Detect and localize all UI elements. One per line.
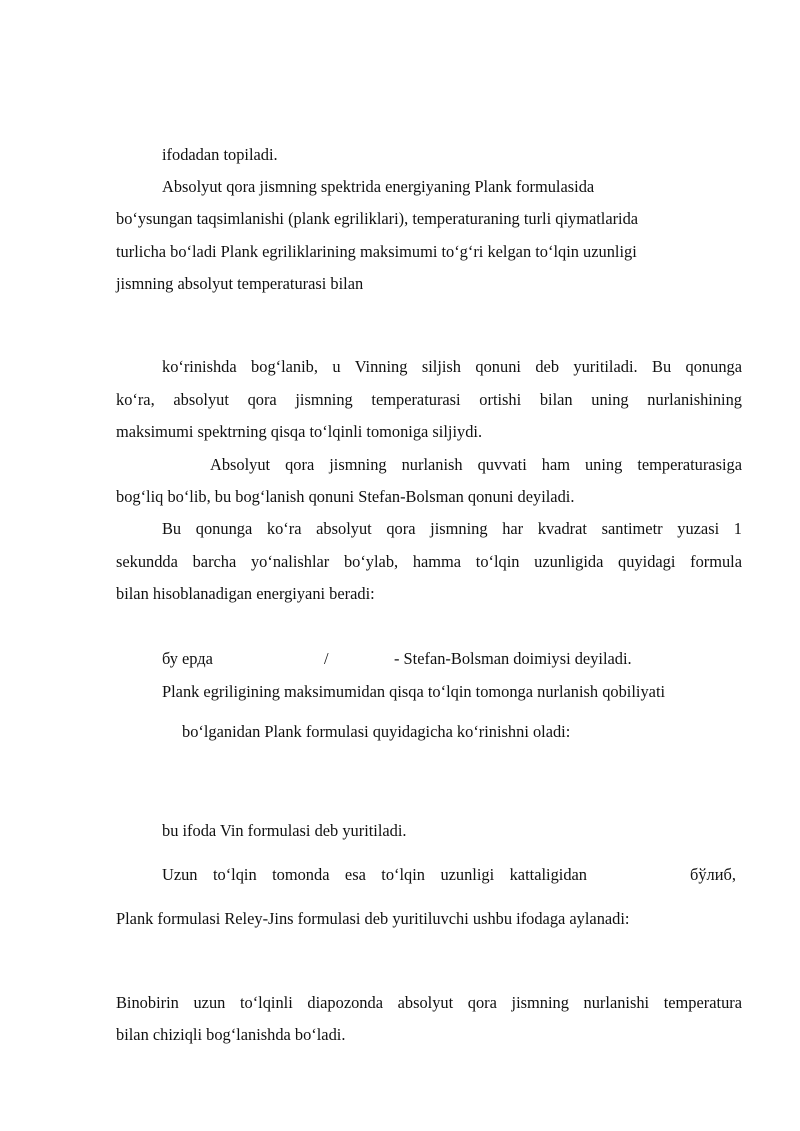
text-line: Absolyut qora jismning nurlanish quvvati ham uning temperaturasiga [210,455,742,474]
text-fragment: - Stefan-Bolsman doimiysi deyiladi. [394,649,632,668]
text-line: maksimumi spektrning qisqa to‘lqinli tomoniga siljiydi. [116,422,483,441]
text-line: Binobirin uzun to‘lqinli diapozonda absolyut qora jismning nurlanishi temperatura [116,993,742,1012]
text-fragment: Uzun to‘lqin tomonda esa to‘lqin uzunligi kattaligidan [162,865,587,884]
text-fragment: бўлиб, [690,865,736,884]
text-line: bo‘ysungan taqsimlanishi (plank egriliklari), temperaturaning turli qiymatlarida [116,209,639,228]
text-line: Plank egriligining maksimumidan qisqa to‘lqin tomonga nurlanish qobiliyati [162,682,666,701]
text-line: Bu qonunga ko‘ra absolyut qora jismning har kvadrat santimetr yuzasi 1 [162,519,742,538]
text-line: Absolyut qora jismning spektrida energiyaning Plank formulasida [162,177,595,196]
text-line: bilan hisoblanadigan energiyani beradi: [116,584,375,603]
text-line: turlicha bo‘ladi Plank egriliklarining maksimumi to‘g‘ri kelgan to‘lqin uzunligi [116,242,637,261]
text-line: bog‘liq bo‘lib, bu bog‘lanish qonuni Stefan-Bolsman qonuni deyiladi. [116,487,575,506]
text-line: bilan chiziqli bog‘lanishda bo‘ladi. [116,1025,346,1044]
text-line: ko‘ra, absolyut qora jismning temperaturasi ortishi bilan uning nurlanishining [116,390,742,409]
text-line: bo‘lganidan Plank formulasi quyidagicha ko‘rinishni oladi: [182,722,571,741]
text-line: jismning absolyut temperaturasi bilan [116,274,364,293]
text-fragment: / [324,649,329,668]
text-line: ko‘rinishda bog‘lanib, u Vinning siljish qonuni deb yuritiladi. Bu qonunga [162,357,742,376]
text-line: sekundda barcha yo‘nalishlar bo‘ylab, hamma to‘lqin uzunligida quyidagi formula [116,552,742,571]
text-line: ifodadan topiladi. [162,145,278,164]
text-fragment: бу ерда [162,649,213,668]
text-line: bu ifoda Vin formulasi deb yuritiladi. [162,821,407,840]
text-line: Plank formulasi Reley-Jins formulasi deb yuritiluvchi ushbu ifodaga aylanadi: [116,909,630,928]
